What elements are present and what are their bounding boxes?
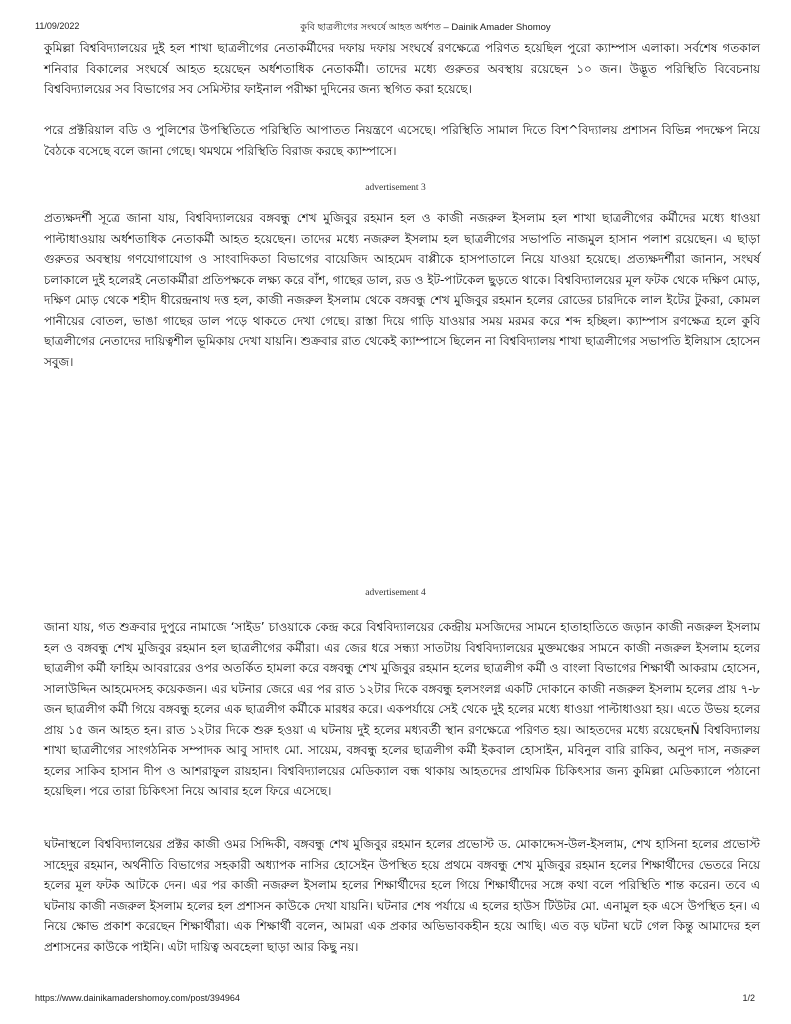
article-paragraph-5-wrap	[44, 834, 760, 957]
article-paragraph-3-wrap	[44, 208, 760, 372]
page-title: কুবি ছাত্রলীগের সংঘর্ষে আহত অর্ধশত – Dainik Amader Shomoy	[300, 22, 551, 33]
article-paragraph: পরে প্রক্টরিয়াল বডি ও পুলিশের উপস্থিতিতে পরিস্থিতি আপাতত নিয়ন্ত্রণে এসেছে। পরিস্থিতি সামাল দিতে বিশ^বিদ্যালয় প্রশাসন বিভিন্ন পদক্ষেপ নিয়ে বৈঠকে বসেছে বলে জানা গেছে। থমথমে পরিস্থিতি বিরাজ করছে ক্যাম্পাসে।	[44, 123, 760, 158]
advertisement-placeholder-3: advertisement 3	[365, 183, 426, 193]
advertisement-placeholder-4: advertisement 4	[365, 588, 426, 598]
print-date: 11/09/2022	[35, 21, 80, 31]
article-paragraph: ঘটনাস্থলে বিশ্ববিদ্যালয়ের প্রক্টর কাজী ওমর সিদ্দিকী, বঙ্গবন্ধু শেখ মুজিবুর রহমান হলের প্রভোস্ট ড. মোকাদ্দেস-উল-ইসলাম, শেখ হাসিনা হলের প্রভোস্ট সাহেদুর রহমান, অর্থনীতি বিভাগের সহকারী অধ্যাপক নাসির হোসেইন উপস্থিত হয়ে প্রথমে বঙ্গবন্ধু শেখ মুজিবুর রহমান হলের শিক্ষার্থীদের ভেতরে নিয়ে হলের মূল ফটক আটকে দেন। এর পর কাজী নজরুল ইসলাম হলের শিক্ষার্থীদের হলে গিয়ে শিক্ষার্থীদের সঙ্গে কথা বলে পরিস্থিতি শান্ত করেন। তবে এ ঘটনায় কাজী নজরুল ইসলাম হলের হল প্রশাসন কাউকে দেখা যায়নি। ঘটনার শেষ পর্যায়ে এ হলের হাউস টিউটর মো. এনামুল হক এসে উপস্থিত হন। এ নিয়ে ক্ষোভ প্রকাশ করেছেন শিক্ষার্থীরা। এক শিক্ষার্থী বলেন, আমরা এক প্রকার অভিভাবকহীন হয়ে আছি। এত বড় ঘটনা ঘটে গেল কিন্তু আমাদের হল প্রশাসনের কাউকে পাইনি। এটা দায়িত্ব অবহেলা ছাড়া আর কিছু নয়।	[44, 837, 760, 954]
footer-url-link[interactable]: https://www.dainikamadershomoy.com/post/394964	[35, 993, 240, 1003]
article-paragraph-2-wrap	[44, 120, 760, 161]
article-paragraph: জানা যায়, গত শুক্রবার দুপুরে নামাজে ‘সাইড’ চাওয়াকে কেন্দ্র করে বিশ্ববিদ্যালয়ের কেন্দ্রীয় মসজিদের সামনে হাতাহাতিতে জড়ান কাজী নজরুল ইসলাম হল ও বঙ্গবন্ধু শেখ মুজিবুর রহমান হল ছাত্রলীগের কর্মীরা। এর জের ধরে সন্ধ্যা সাতটায় বিশ্ববিদ্যালয়ের মুক্তমঞ্চের সামনে কাজী নজরুল ইসলাম হলের ছাত্রলীগ কর্মী ফাহিম আবরারের ওপর অতর্কিত হামলা করে বঙ্গবন্ধু শেখ মুজিবুর রহমান হলের ছাত্রলীগ কর্মী ও বাংলা বিভাগের শিক্ষার্থী আকরাম হোসেন, সালাউদ্দিন আহমেদসহ কয়েকজন। এর ঘটনার জেরে এর পর রাত ১২টার দিকে বঙ্গবন্ধু হলসংলগ্ন একটি দোকানে কাজী নজরুল ইসলাম হলের প্রায় ৭-৮ জন ছাত্রলীগ কর্মী গিয়ে বঙ্গবন্ধু হলের এক ছাত্রলীগ কর্মীকে মারধর করে। একপর্যায়ে সেই থেকে দুই হলের মধ্যে ধাওয়া পাল্টাধাওয়া হয়। এতে উভয় হলের প্রায় ১৫ জন আহত হন। রাত ১২টার দিকে শুরু হওয়া এ ঘটনায় দুই হলের মধ্যবর্তী স্থান রণক্ষেত্রে পরিণত হয়। আহতদের মধ্যে রয়েছেনÑ বিশ্ববিদ্যালয় শাখা ছাত্রলীগের সাংগঠনিক সম্পাদক আবু সাদাৎ মো. সায়েম, বঙ্গবন্ধু হলের ছাত্রলীগ কর্মী ইকবাল হোসাইন, মবিনুল বারি রাকিব, অনুপ দাস, নজরুল হলের সাকিব হাসান দীপ ও আশরাফুল রায়হান। বিশ্ববিদ্যালয়ের মেডিক্যাল বন্ধ থাকায় আহতদের প্রাথমিক চিকিৎসার জন্য কুমিল্লা মেডিক্যালে পঠানো হয়েছিল। পরে তারা চিকিৎসা নিয়ে আবার হলে ফিরে এসেছে।	[44, 620, 760, 798]
page-number: 1/2	[742, 993, 755, 1003]
article-paragraph: কুমিল্লা বিশ্ববিদ্যালয়ের দুই হল শাখা ছাত্রলীগের নেতাকর্মীদের দফায় দফায় সংঘর্ষে রণক্ষেত্রে পরিণত হয়েছিল পুরো ক্যাম্পাস এলাকা। সর্বশেষ গতকাল শনিবার বিকালের সংঘর্ষে আহত হয়েছেন অর্ধশতাধিক নেতাকর্মী। তাদের মধ্যে গুরুতর অবস্থায় রয়েছেন ১০ জন। উদ্ভূত পরিস্থিতি বিবেচনায় বিশ্ববিদ্যালয়ের সব বিভাগের সব সেমিস্টার ফাইনাল পরীক্ষা দুদিনের জন্য স্থগিত করা হয়েছে।	[44, 41, 760, 96]
article-paragraph-4-wrap	[44, 617, 760, 802]
article-paragraph-1-wrap	[44, 38, 760, 100]
article-paragraph: প্রত্যক্ষদর্শী সূত্রে জানা যায়, বিশ্ববিদ্যালয়ের বঙ্গবন্ধু শেখ মুজিবুর রহমান হল ও কাজী নজরুল ইসলাম হল শাখা ছাত্রলীগের কর্মীদের মধ্যে ধাওয়া পাল্টাধাওয়ায় অর্ধশতাধিক নেতাকর্মী আহত হয়েছেন। তাদের মধ্যে নজরুল ইসলাম হল ছাত্রলীগের সভাপতি নাজমুল হাসান পলাশ রয়েছেন। এ ছাড়া গুরুতর অবস্থায় গণযোগাযোগ ও সাংবাদিকতা বিভাগের বায়েজিদ আহমেদ বাপ্পীকে হাসপাতালে নিয়ে যাওয়া হয়েছে। প্রত্যক্ষদর্শীরা জানান, সংঘর্ষ চলাকালে দুই হলেরই নেতাকর্মীরা প্রতিপক্ষকে লক্ষ্য করে বাঁশ, গাছের ডাল, রড ও ইট-পাটকেল ছুড়তে থাকে। বিশ্ববিদ্যালয়ের মূল ফটক থেকে দক্ষিণ মোড়, দক্ষিণ মোড় থেকে শহীদ ধীরেন্দ্রনাথ দত্ত হল, কাজী নজরুল ইসলাম থেকে বঙ্গবন্ধু শেখ মুজিবুর রহমান হলের রোডের চারদিকে লাল ইটের টুকরা, কোমল পানীয়ের বোতল, ভাঙা গাছের ডাল পড়ে থাকতে দেখা গেছে। রাস্তা দিয়ে গাড়ি যাওয়ার সময় মরমর করে শব্দ হচ্ছিল। ক্যাম্পাস রণক্ষেত্র হলে কুবি ছাত্রলীগের নেতাদের দায়িত্বশীল ভূমিকায় দেখা যায়নি। শুক্রবার রাত থেকেই ক্যাম্পাসে ছিলেন না বিশ্ববিদ্যালয় শাখা ছাত্রলীগের সভাপতি ইলিয়াস হোসেন সবুজ।	[44, 211, 760, 369]
